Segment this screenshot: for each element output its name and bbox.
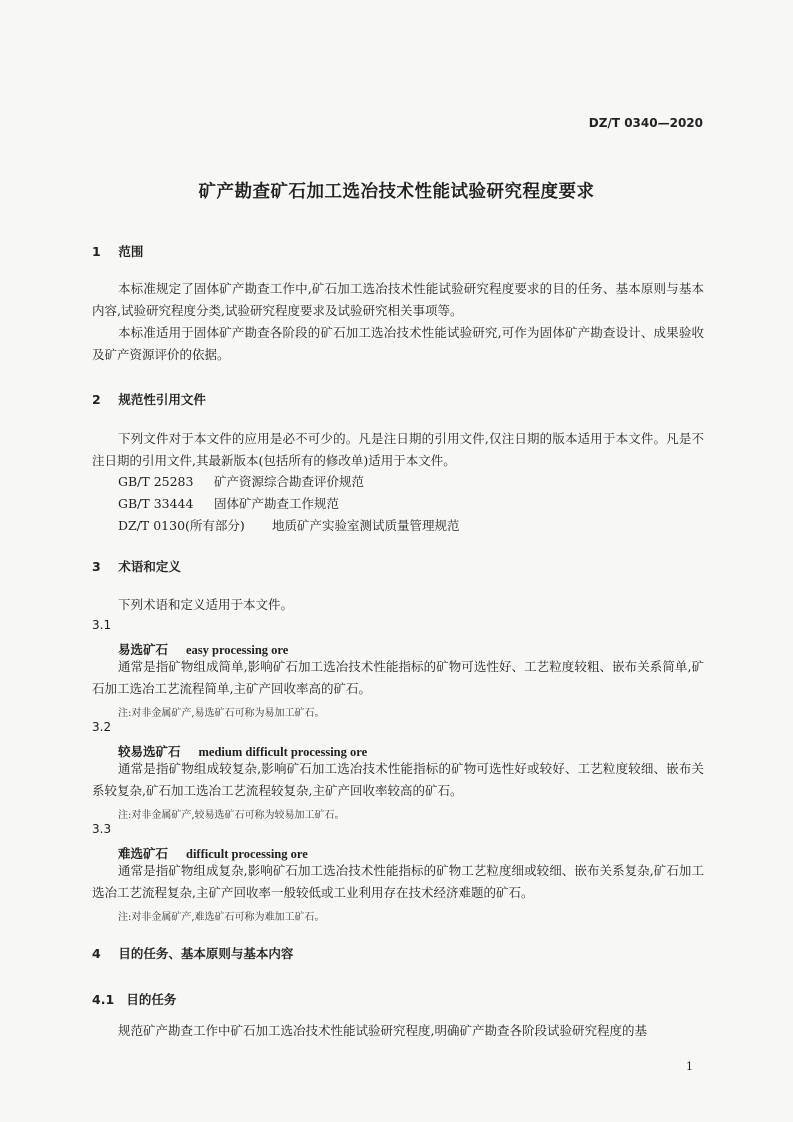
term-note: 注:对非金属矿产,易选矿石可称为易加工矿石。 <box>118 708 325 719</box>
reference-code: DZ/T 0130(所有部分) <box>118 518 245 533</box>
reference-item <box>118 494 339 512</box>
section-heading-scope <box>92 242 143 260</box>
term-en: medium difficult processing ore <box>198 745 368 759</box>
subsection-title: 目的任务 <box>126 992 177 1007</box>
document-title: 矿产勘查矿石加工选冶技术性能试验研究程度要求 <box>198 182 595 202</box>
section-number: 3 <box>92 559 101 574</box>
term-definition: 通常是指矿物组成较复杂,影响矿石加工选冶技术性能指标的矿物可选性好或较好、工艺粒度较细、嵌布关系较复杂,矿石加工选冶工艺流程较复杂,主矿产回收率较高的矿石。 <box>92 761 704 798</box>
reference-item <box>118 516 460 534</box>
term-zh: 较易选矿石 <box>118 744 181 759</box>
section-number: 1 <box>92 244 101 259</box>
page-number: 1 <box>686 1060 693 1073</box>
section-heading-normative-references <box>92 390 206 408</box>
term-en: easy processing ore <box>186 643 289 657</box>
paragraph: 本标准规定了固体矿产勘查工作中,矿石加工选冶技术性能试验研究程度要求的目的任务、基本原则与基本内容,试验研究程度分类,试验研究程度要求及试验研究相关事项等。 <box>92 281 704 318</box>
term-note: 注:对非金属矿产,较易选矿石可称为较易加工矿石。 <box>118 810 345 821</box>
reference-code: GB/T 33444 <box>118 496 194 511</box>
term-number: 3.2 <box>92 720 112 734</box>
reference-name: 矿产资源综合勘查评价规范 <box>213 474 364 489</box>
reference-name: 地质矿产实验室测试质量管理规范 <box>271 518 460 533</box>
term-en: difficult processing ore <box>186 847 308 861</box>
reference-name: 固体矿产勘查工作规范 <box>213 496 339 511</box>
reference-code: GB/T 25283 <box>118 474 194 489</box>
reference-item <box>118 472 364 490</box>
section-heading-terms-definitions <box>92 557 181 575</box>
term-note: 注:对非金属矿产,难选矿石可称为难加工矿石。 <box>118 912 325 923</box>
paragraph: 下列文件对于本文件的应用是必不可少的。凡是注日期的引用文件,仅注日期的版本适用于本文件。凡是不注日期的引用文件,其最新版本(包括所有的修改单)适用于本文件。 <box>92 431 704 468</box>
section-title: 术语和定义 <box>118 559 181 574</box>
term-definition: 通常是指矿物组成简单,影响矿石加工选冶技术性能指标的矿物可选性好、工艺粒度较粗、嵌布关系简单,矿石加工选冶工艺流程简单,主矿产回收率高的矿石。 <box>92 659 704 696</box>
subsection-heading-objectives <box>92 990 176 1008</box>
term-definition: 通常是指矿物组成复杂,影响矿石加工选冶技术性能指标的矿物工艺粒度细或较细、嵌布关系复杂,矿石加工选冶工艺流程复杂,主矿产回收率一般较低或工业利用存在技术经济难题的矿石。 <box>92 863 704 900</box>
paragraph: 下列术语和定义适用于本文件。 <box>118 597 294 612</box>
term-zh: 难选矿石 <box>118 846 169 861</box>
standard-code: DZ/T 0340—2020 <box>588 116 703 130</box>
paragraph: 规范矿产勘查工作中矿石加工选冶技术性能试验研究程度,明确矿产勘查各阶段试验研究程度的基 <box>118 1023 647 1038</box>
section-title: 规范性引用文件 <box>118 392 206 407</box>
section-heading-objectives <box>92 944 293 962</box>
term-number: 3.3 <box>92 822 112 836</box>
subsection-number: 4.1 <box>92 992 115 1007</box>
section-title: 目的任务、基本原则与基本内容 <box>118 946 294 961</box>
section-number: 4 <box>92 946 101 961</box>
section-title: 范围 <box>118 244 144 259</box>
section-number: 2 <box>92 392 101 407</box>
term-number: 3.1 <box>92 618 112 632</box>
paragraph: 本标准适用于固体矿产勘查各阶段的矿石加工选冶技术性能试验研究,可作为固体矿产勘查设计、成果验收及矿产资源评价的依据。 <box>92 325 704 362</box>
term-zh: 易选矿石 <box>118 642 169 657</box>
